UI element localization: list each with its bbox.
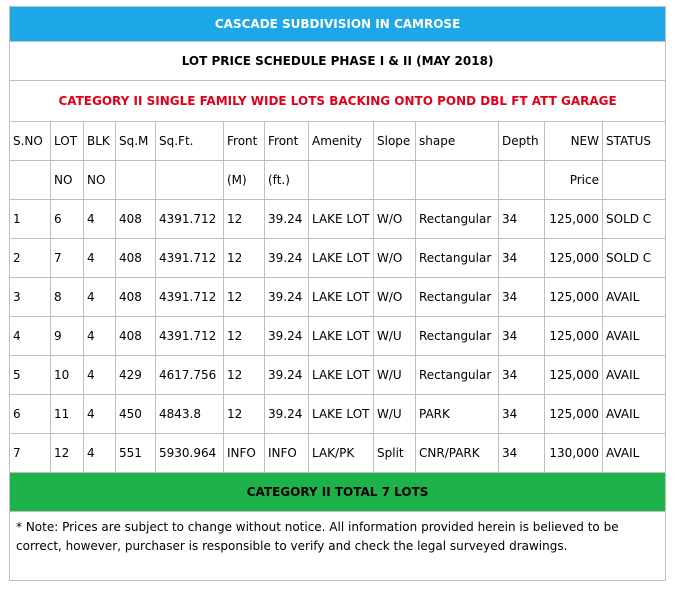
table-row-sqft: 4843.8 (156, 395, 224, 434)
table-row-price: 125,000 (545, 356, 603, 395)
table-row-shape: Rectangular (416, 200, 499, 239)
table-row-price: 130,000 (545, 434, 603, 473)
category-heading: CATEGORY II SINGLE FAMILY WIDE LOTS BACKING ONTO POND DBL FT ATT GARAGE (10, 81, 666, 122)
table-row-slope: W/O (374, 200, 416, 239)
table-row-front-m: 12 (224, 395, 265, 434)
table-row-lot: 7 (51, 239, 84, 278)
header-row-2-depth (499, 161, 545, 200)
header-row-1-amenity: Amenity (309, 122, 374, 161)
table-row-status: SOLD C (603, 200, 666, 239)
header-row-1-front-m: Front (224, 122, 265, 161)
header-row-1-depth: Depth (499, 122, 545, 161)
header-row-2-blk: NO (84, 161, 116, 200)
table-row-sno: 4 (10, 317, 51, 356)
table-row-amenity: LAKE LOT (309, 200, 374, 239)
table-row-front-ft: 39.24 (265, 395, 309, 434)
table-row-sno: 3 (10, 278, 51, 317)
table-row-sqft: 4391.712 (156, 239, 224, 278)
header-row-1-slope: Slope (374, 122, 416, 161)
table-row-blk: 4 (84, 395, 116, 434)
table-row-lot: 9 (51, 317, 84, 356)
table-row-shape: PARK (416, 395, 499, 434)
table-row-sno: 7 (10, 434, 51, 473)
table-row-status: AVAIL (603, 278, 666, 317)
table-row-slope: W/O (374, 278, 416, 317)
table-row-status: SOLD C (603, 239, 666, 278)
table-row-front-m: 12 (224, 356, 265, 395)
disclaimer-note: * Note: Prices are subject to change without notice. All information provided herein is believed to be correct, however, purchaser is responsible to verify and check the legal surveyed drawings. (10, 512, 666, 581)
table-row-price: 125,000 (545, 200, 603, 239)
header-row-1-blk: BLK (84, 122, 116, 161)
table-row-status: AVAIL (603, 317, 666, 356)
table-row (10, 239, 666, 278)
table-row-shape: Rectangular (416, 278, 499, 317)
table-row-lot: 11 (51, 395, 84, 434)
table-row-sqm: 408 (116, 239, 156, 278)
table-row (10, 395, 666, 434)
table-row (10, 356, 666, 395)
table-row (10, 434, 666, 473)
header-row-2-slope (374, 161, 416, 200)
header-row-1-front-ft: Front (265, 122, 309, 161)
table-row-depth: 34 (499, 395, 545, 434)
header-row-1-sno: S.NO (10, 122, 51, 161)
header-row-2-sqft (156, 161, 224, 200)
table-row-slope: W/U (374, 356, 416, 395)
table-row-shape: Rectangular (416, 317, 499, 356)
table-row-status: AVAIL (603, 395, 666, 434)
table-row-depth: 34 (499, 434, 545, 473)
header-row-2-sqm (116, 161, 156, 200)
header-row-2-front-m: (M) (224, 161, 265, 200)
table-row (10, 278, 666, 317)
table-row-slope: Split (374, 434, 416, 473)
table-row-lot: 8 (51, 278, 84, 317)
table-row-sqm: 450 (116, 395, 156, 434)
table-row-front-ft: 39.24 (265, 356, 309, 395)
table-row-blk: 4 (84, 434, 116, 473)
header-row-2-shape (416, 161, 499, 200)
header-row-2 (10, 161, 666, 200)
header-row-1-sqm: Sq.M (116, 122, 156, 161)
table-row-sqm: 408 (116, 200, 156, 239)
table-row-depth: 34 (499, 200, 545, 239)
table-row-lot: 12 (51, 434, 84, 473)
table-row-sqft: 4391.712 (156, 200, 224, 239)
header-row-1-lot: LOT (51, 122, 84, 161)
table-row-depth: 34 (499, 278, 545, 317)
schedule-subtitle: LOT PRICE SCHEDULE PHASE I & II (MAY 2018) (10, 42, 666, 81)
table-row-lot: 6 (51, 200, 84, 239)
table-row-blk: 4 (84, 317, 116, 356)
table-row-front-m: 12 (224, 200, 265, 239)
table-row-amenity: LAKE LOT (309, 317, 374, 356)
table-row-blk: 4 (84, 278, 116, 317)
header-row-1-price: NEW (545, 122, 603, 161)
table-row-price: 125,000 (545, 278, 603, 317)
table-row-sno: 6 (10, 395, 51, 434)
table-row-front-ft: 39.24 (265, 239, 309, 278)
table-row-front-m: 12 (224, 278, 265, 317)
table-row-status: AVAIL (603, 434, 666, 473)
header-row-2-sno (10, 161, 51, 200)
header-row-1-status: STATUS (603, 122, 666, 161)
table-row-amenity: LAKE LOT (309, 239, 374, 278)
table-row-lot: 10 (51, 356, 84, 395)
header-row-1 (10, 122, 666, 161)
table-row-front-m: 12 (224, 239, 265, 278)
header-row-2-price: Price (545, 161, 603, 200)
table-row-amenity: LAKE LOT (309, 356, 374, 395)
table-row-blk: 4 (84, 200, 116, 239)
table-row-slope: W/U (374, 317, 416, 356)
table-row-price: 125,000 (545, 239, 603, 278)
table-row-depth: 34 (499, 317, 545, 356)
table-row-shape: CNR/PARK (416, 434, 499, 473)
table-row (10, 317, 666, 356)
table-row-amenity: LAKE LOT (309, 395, 374, 434)
header-row-1-shape: shape (416, 122, 499, 161)
table-row-blk: 4 (84, 239, 116, 278)
header-row-2-status (603, 161, 666, 200)
table-row-price: 125,000 (545, 317, 603, 356)
table-row-front-ft: 39.24 (265, 200, 309, 239)
header-row-2-amenity (309, 161, 374, 200)
table-row-amenity: LAKE LOT (309, 278, 374, 317)
table-row-slope: W/U (374, 395, 416, 434)
table-row-depth: 34 (499, 239, 545, 278)
table-row-status: AVAIL (603, 356, 666, 395)
table-row-slope: W/O (374, 239, 416, 278)
table-row-blk: 4 (84, 356, 116, 395)
table-row-sqft: 5930.964 (156, 434, 224, 473)
table-row-sqm: 408 (116, 317, 156, 356)
table-row-shape: Rectangular (416, 239, 499, 278)
table-row-sno: 5 (10, 356, 51, 395)
table-row-sqft: 4391.712 (156, 317, 224, 356)
table-row-sqm: 429 (116, 356, 156, 395)
table-row-amenity: LAK/PK (309, 434, 374, 473)
table-row (10, 200, 666, 239)
table-row-front-m: 12 (224, 317, 265, 356)
table-row-price: 125,000 (545, 395, 603, 434)
header-row-2-lot: NO (51, 161, 84, 200)
header-row-2-front-ft: (ft.) (265, 161, 309, 200)
lot-price-document (9, 6, 665, 581)
table-row-sqm: 551 (116, 434, 156, 473)
header-row-1-sqft: Sq.Ft. (156, 122, 224, 161)
table-row-depth: 34 (499, 356, 545, 395)
document-title: CASCADE SUBDIVISION IN CAMROSE (10, 7, 666, 42)
table-row-shape: Rectangular (416, 356, 499, 395)
table-row-front-ft: INFO (265, 434, 309, 473)
table-row-front-ft: 39.24 (265, 317, 309, 356)
category-total: CATEGORY II TOTAL 7 LOTS (10, 473, 666, 512)
table-row-front-m: INFO (224, 434, 265, 473)
table-row-front-ft: 39.24 (265, 278, 309, 317)
table-row-sno: 2 (10, 239, 51, 278)
table-row-sqft: 4391.712 (156, 278, 224, 317)
lot-price-table (9, 6, 666, 581)
table-row-sqft: 4617.756 (156, 356, 224, 395)
table-row-sqm: 408 (116, 278, 156, 317)
table-row-sno: 1 (10, 200, 51, 239)
